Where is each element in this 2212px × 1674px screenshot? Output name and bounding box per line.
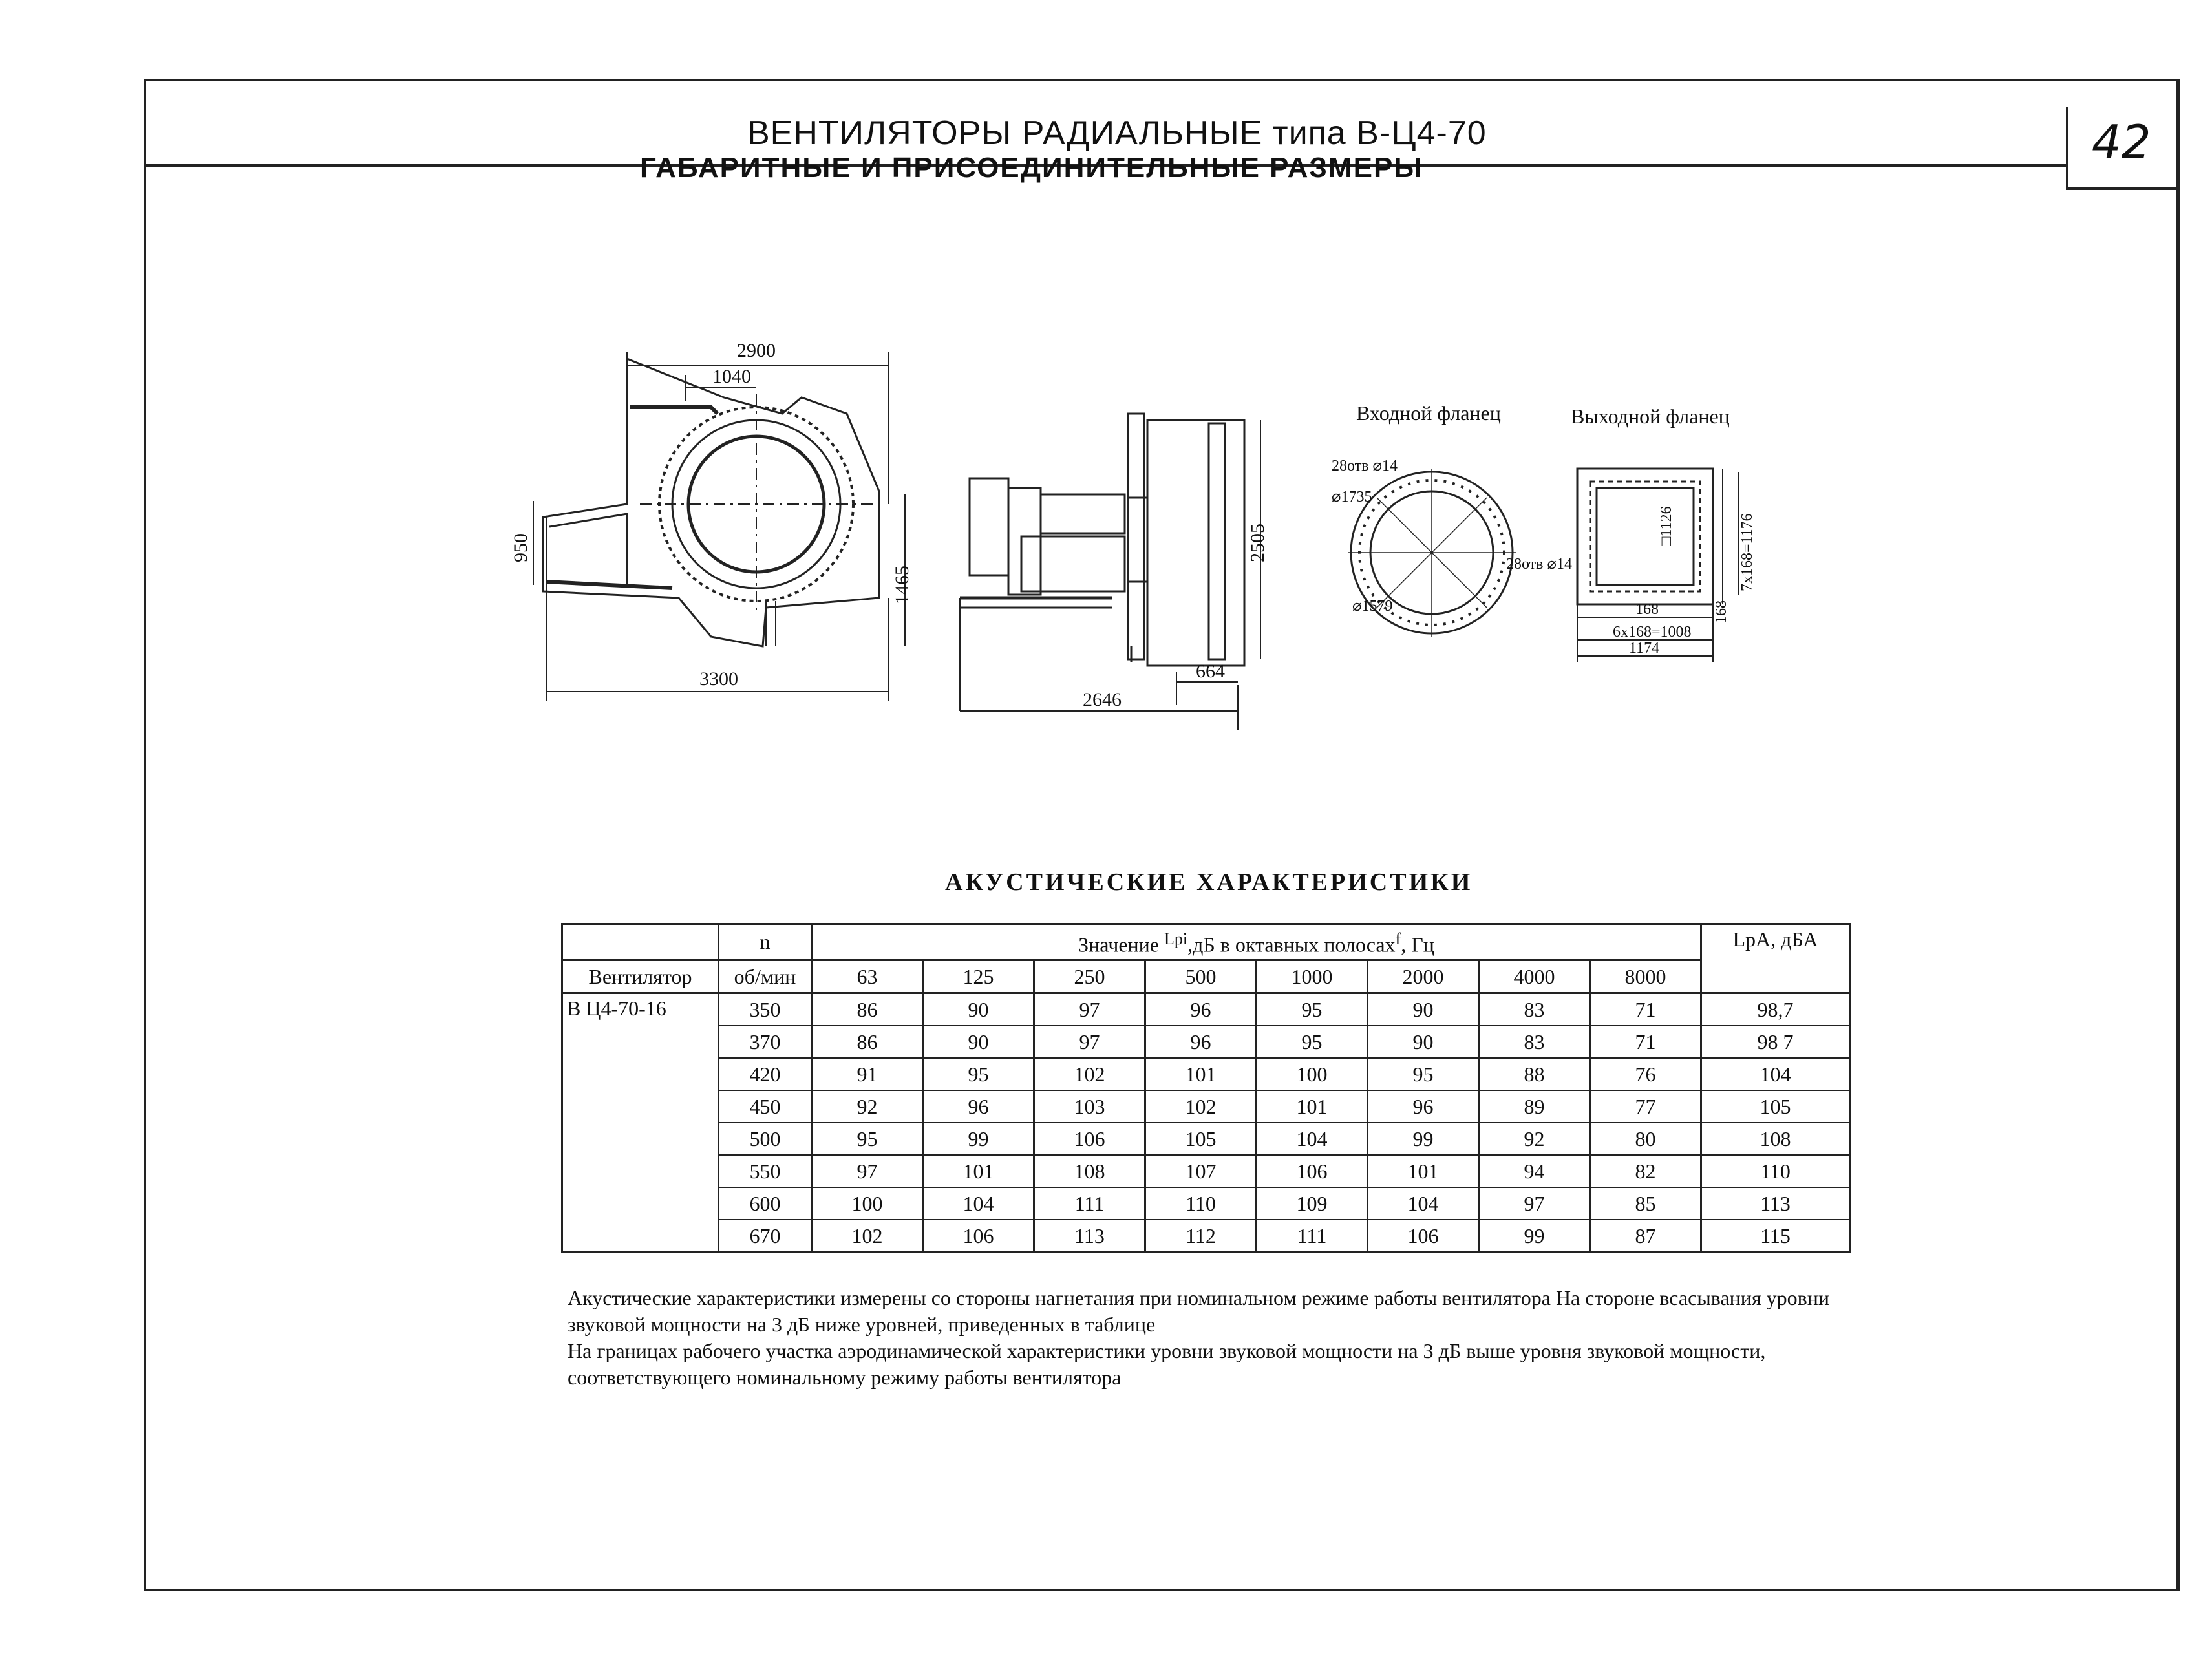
outlet-pitch: 168 [1635, 601, 1659, 618]
value-cell: 100 [1257, 1058, 1368, 1090]
value-cell: 107 [1145, 1155, 1257, 1187]
dim-1465: 1465 [891, 566, 913, 604]
lpa-cell: 115 [1701, 1220, 1850, 1252]
side-view [960, 414, 1260, 730]
value-cell: 71 [1590, 993, 1701, 1026]
freq-header: 4000 [1479, 960, 1590, 993]
rpm-cell: 450 [719, 1090, 812, 1123]
value-cell: 89 [1479, 1090, 1590, 1123]
value-cell: 80 [1590, 1123, 1701, 1155]
rpm-cell: 600 [719, 1187, 812, 1220]
rpm-header-bottom: об/мин [719, 960, 812, 993]
rpm-cell: 370 [719, 1026, 812, 1058]
value-cell: 71 [1590, 1026, 1701, 1058]
value-cell: 99 [923, 1123, 1034, 1155]
dimensions-title: ГАБАРИТНЫЕ И ПРИСОЕДИНИТЕЛЬНЫЕ РАЗМЕРЫ [640, 152, 1423, 184]
table-row [562, 1058, 1850, 1090]
page-number: 42 [2092, 115, 2151, 169]
dim-1040: 1040 [712, 366, 751, 387]
value-cell: 95 [812, 1123, 923, 1155]
lpa-header-suffix: A, дБА [1756, 927, 1818, 951]
rpm-cell: 500 [719, 1123, 812, 1155]
value-header-f: f [1395, 929, 1401, 948]
value-cell: 95 [1368, 1058, 1479, 1090]
value-cell: 90 [1368, 1026, 1479, 1058]
rpm-cell: 550 [719, 1155, 812, 1187]
value-cell: 102 [1145, 1090, 1257, 1123]
value-header [812, 924, 1701, 960]
freq-header: 8000 [1590, 960, 1701, 993]
fan-header: Вентилятор [562, 960, 719, 993]
table-row [562, 1155, 1850, 1187]
freq-header: 2000 [1368, 960, 1479, 993]
value-cell: 95 [1257, 1026, 1368, 1058]
value-cell: 94 [1479, 1155, 1590, 1187]
acoustic-title: АКУСТИЧЕСКИЕ ХАРАКТЕРИСТИКИ [945, 869, 1473, 896]
dim-2646: 2646 [1083, 689, 1122, 710]
value-cell: 104 [923, 1187, 1034, 1220]
table-row [562, 1220, 1850, 1252]
value-header-prefix: Значение [1078, 933, 1164, 957]
value-cell: 99 [1368, 1123, 1479, 1155]
outlet-vertical-pitch: 7x168=1176 [1739, 513, 1756, 591]
value-cell: 87 [1590, 1220, 1701, 1252]
value-cell: 112 [1145, 1220, 1257, 1252]
value-cell: 95 [923, 1058, 1034, 1090]
value-cell: 105 [1145, 1123, 1257, 1155]
table-row [562, 1026, 1850, 1058]
lpa-cell: 113 [1701, 1187, 1850, 1220]
lpa-cell: 98 7 [1701, 1026, 1850, 1058]
note-paragraph: Акустические характеристики измерены со стороны нагнетания при номинальном режиме работы вентилятора На стороне всасывания уровни звуковой мощности на 3 дБ ниже уровней, приведенных в таблице [568, 1286, 1829, 1336]
value-cell: 111 [1034, 1187, 1145, 1220]
table-row [562, 1090, 1850, 1123]
dim-2505: 2505 [1247, 524, 1268, 562]
value-cell: 92 [1479, 1123, 1590, 1155]
freq-header: 125 [923, 960, 1034, 993]
outlet-flange-label: Выходной фланец [1571, 405, 1730, 428]
value-header-suffix: , Гц [1401, 933, 1434, 957]
notes [568, 1285, 1880, 1391]
value-cell: 77 [1590, 1090, 1701, 1123]
acoustic-table [561, 923, 1851, 1253]
lpa-header-symbol: Lp [1732, 927, 1756, 951]
value-cell: 108 [1034, 1155, 1145, 1187]
freq-header: 1000 [1257, 960, 1368, 993]
dim-2900: 2900 [737, 340, 776, 361]
dim-950: 950 [510, 533, 531, 562]
front-view [533, 352, 905, 701]
value-cell: 97 [1479, 1187, 1590, 1220]
value-cell: 111 [1257, 1220, 1368, 1252]
value-cell: 86 [812, 1026, 923, 1058]
table-row [562, 1187, 1850, 1220]
value-cell: 104 [1368, 1187, 1479, 1220]
value-cell: 83 [1479, 993, 1590, 1026]
inlet-flange-label: Входной фланец [1356, 401, 1501, 425]
value-cell: 90 [1368, 993, 1479, 1026]
rpm-cell: 670 [719, 1220, 812, 1252]
value-cell: 97 [1034, 1026, 1145, 1058]
outlet-inner-size: □1126 [1658, 506, 1675, 546]
value-cell: 96 [1145, 1026, 1257, 1058]
lpa-cell: 110 [1701, 1155, 1850, 1187]
value-cell: 99 [1479, 1220, 1590, 1252]
table-row [562, 993, 1850, 1026]
value-cell: 96 [1145, 993, 1257, 1026]
value-cell: 102 [1034, 1058, 1145, 1090]
value-header-lp: Lpi [1164, 929, 1188, 948]
value-cell: 90 [923, 993, 1034, 1026]
value-cell: 85 [1590, 1187, 1701, 1220]
value-cell: 88 [1479, 1058, 1590, 1090]
value-cell: 100 [812, 1187, 923, 1220]
freq-header: 500 [1145, 960, 1257, 993]
value-cell: 101 [1145, 1058, 1257, 1090]
value-cell: 102 [812, 1220, 923, 1252]
freq-header: 250 [1034, 960, 1145, 993]
value-cell: 101 [1368, 1155, 1479, 1187]
value-cell: 101 [1257, 1090, 1368, 1123]
value-cell: 76 [1590, 1058, 1701, 1090]
note-paragraph: На границах рабочего участка аэродинамической характеристики уровни звуковой мощности на 3 дБ выше уровня звуковой мощности, соответствующего номинальному режиму работы вентилятора [568, 1339, 1766, 1389]
value-header-mid: ,дБ в октавных полосах [1187, 933, 1396, 957]
dim-3300: 3300 [699, 668, 738, 690]
inlet-bolt-diameter: ⌀1735 [1332, 489, 1372, 505]
value-cell: 90 [923, 1026, 1034, 1058]
value-cell: 96 [923, 1090, 1034, 1123]
lpa-cell: 108 [1701, 1123, 1850, 1155]
value-cell: 86 [812, 993, 923, 1026]
value-cell: 83 [1479, 1026, 1590, 1058]
value-cell: 95 [1257, 993, 1368, 1026]
rpm-cell: 420 [719, 1058, 812, 1090]
value-cell: 97 [812, 1155, 923, 1187]
table-header-row-2 [562, 960, 1850, 993]
outlet-overall: 1174 [1629, 640, 1660, 657]
value-cell: 91 [812, 1058, 923, 1090]
value-cell: 106 [1368, 1220, 1479, 1252]
page-title: ВЕНТИЛЯТОРЫ РАДИАЛЬНЫЕ типа В-Ц4-70 [747, 114, 1487, 152]
lpa-cell: 104 [1701, 1058, 1850, 1090]
value-cell: 103 [1034, 1090, 1145, 1123]
value-cell: 109 [1257, 1187, 1368, 1220]
value-cell: 106 [1034, 1123, 1145, 1155]
rpm-cell: 350 [719, 993, 812, 1026]
value-cell: 92 [812, 1090, 923, 1123]
outlet-holes: 28отв ⌀14 [1506, 556, 1572, 573]
outlet-pitch-right: 168 [1713, 600, 1730, 624]
value-cell: 96 [1368, 1090, 1479, 1123]
rpm-header-top: n [719, 924, 812, 960]
lpa-header [1701, 924, 1850, 993]
value-cell: 82 [1590, 1155, 1701, 1187]
value-cell: 101 [923, 1155, 1034, 1187]
value-cell: 97 [1034, 993, 1145, 1026]
fan-name-cell: В Ц4-70-16 [562, 993, 719, 1252]
fan-header-cell [562, 924, 719, 960]
value-cell: 113 [1034, 1220, 1145, 1252]
lpa-cell: 105 [1701, 1090, 1850, 1123]
lpa-cell: 98,7 [1701, 993, 1850, 1026]
dim-664: 664 [1196, 661, 1225, 682]
value-cell: 106 [923, 1220, 1034, 1252]
outlet-horizontal-pitch: 6x168=1008 [1613, 624, 1692, 641]
value-cell: 110 [1145, 1187, 1257, 1220]
inlet-outer-diameter: ⌀1579 [1352, 598, 1393, 615]
inlet-holes: 28отв ⌀14 [1332, 458, 1398, 474]
table-row [562, 1123, 1850, 1155]
freq-header: 63 [812, 960, 923, 993]
table-header-row-1 [562, 924, 1850, 960]
value-cell: 104 [1257, 1123, 1368, 1155]
value-cell: 106 [1257, 1155, 1368, 1187]
